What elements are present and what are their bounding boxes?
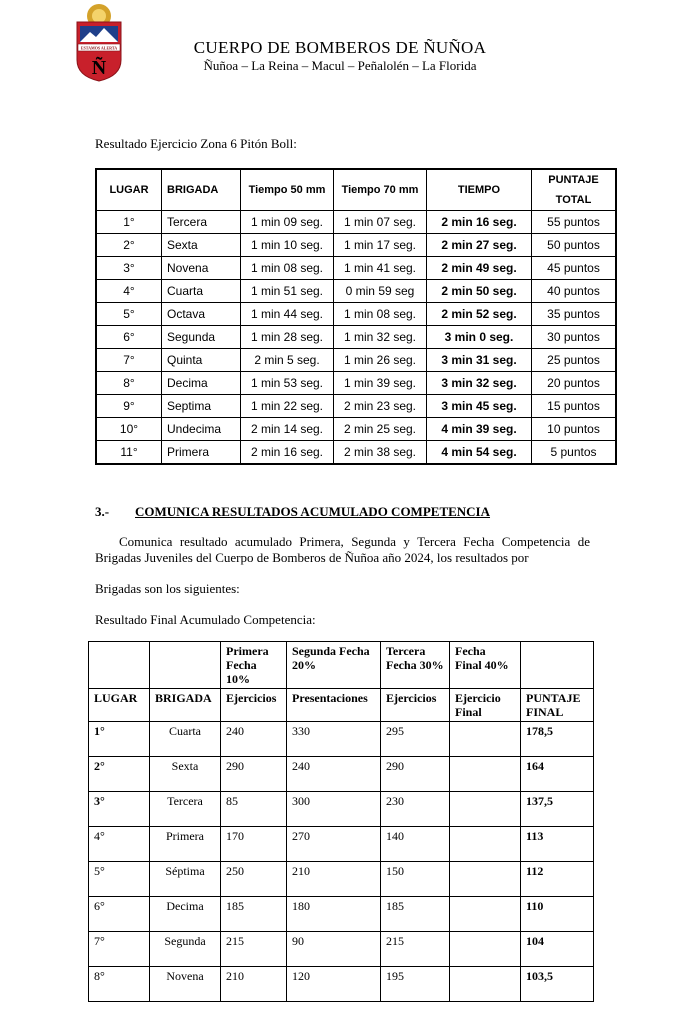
logo-motto: ESTAMOS ALERTA (80, 45, 118, 51)
cell-puntaje-final: 113 (521, 827, 594, 862)
cell-lugar: 3° (89, 792, 150, 827)
header-ejercicios: Ejercicios (381, 689, 450, 722)
cell-fecha2: 330 (287, 722, 381, 757)
cell-fecha2: 240 (287, 757, 381, 792)
cell-lugar: 1° (96, 211, 162, 234)
cell-puntaje-final: 137,5 (521, 792, 594, 827)
cell-tiempo: 3 min 45 seg. (427, 395, 532, 418)
cell-lugar: 11° (96, 441, 162, 465)
header-presentaciones: Presentaciones (287, 689, 381, 722)
col-tiempo-70: Tiempo 70 mm (334, 169, 427, 211)
cell-brigada: Tercera (150, 792, 221, 827)
cell-puntaje: 5 puntos (532, 441, 617, 465)
table-row (89, 967, 594, 1002)
col-tiempo: TIEMPO (427, 169, 532, 211)
cell-t50: 1 min 28 seg. (241, 326, 334, 349)
cell-puntaje: 55 puntos (532, 211, 617, 234)
cell-t70: 2 min 25 seg. (334, 418, 427, 441)
cell-brigada: Decima (150, 897, 221, 932)
cell-t50: 1 min 10 seg. (241, 234, 334, 257)
cell-fecha1: 85 (221, 792, 287, 827)
cell-brigada: Novena (150, 967, 221, 1002)
header-tercera-fecha: Tercera Fecha 30% (381, 642, 450, 689)
cell-fecha2: 210 (287, 862, 381, 897)
col-puntaje-total: PUNTAJE TOTAL (532, 169, 617, 211)
cell-fecha2: 270 (287, 827, 381, 862)
cell-brigada: Cuarta (162, 280, 241, 303)
table-row (96, 303, 616, 326)
section3-title: COMUNICA RESULTADOS ACUMULADO COMPETENCIA (135, 504, 491, 519)
table-row (96, 395, 616, 418)
cell-puntaje-final: 110 (521, 897, 594, 932)
header-cell (521, 642, 594, 689)
cell-tiempo: 3 min 32 seg. (427, 372, 532, 395)
cell-lugar: 2° (89, 757, 150, 792)
cell-brigada: Segunda (150, 932, 221, 967)
table-row (96, 326, 616, 349)
cell-fecha3: 140 (381, 827, 450, 862)
cell-final (450, 827, 521, 862)
cell-t50: 1 min 08 seg. (241, 257, 334, 280)
table-row (89, 757, 594, 792)
cell-tiempo: 3 min 0 seg. (427, 326, 532, 349)
cell-puntaje: 40 puntos (532, 280, 617, 303)
cell-lugar: 2° (96, 234, 162, 257)
col-tiempo-50: Tiempo 50 mm (241, 169, 334, 211)
header-cell (89, 642, 150, 689)
cell-final (450, 932, 521, 967)
table-row (96, 257, 616, 280)
cell-t70: 1 min 07 seg. (334, 211, 427, 234)
cell-puntaje-final: 112 (521, 862, 594, 897)
cell-brigada: Segunda (162, 326, 241, 349)
cell-puntaje: 25 puntos (532, 349, 617, 372)
cell-fecha2: 180 (287, 897, 381, 932)
cell-fecha1: 290 (221, 757, 287, 792)
table-row (96, 441, 616, 465)
cell-lugar: 5° (89, 862, 150, 897)
cell-fecha3: 185 (381, 897, 450, 932)
cell-lugar: 1° (89, 722, 150, 757)
table-row (89, 827, 594, 862)
org-title: CUERPO DE BOMBEROS DE ÑUÑOA (193, 38, 487, 57)
cell-fecha1: 250 (221, 862, 287, 897)
header-brigada: BRIGADA (150, 689, 221, 722)
cell-t50: 1 min 53 seg. (241, 372, 334, 395)
header-cell (150, 642, 221, 689)
bomberos-nunoa-crest-logo (74, 2, 124, 82)
cell-brigada: Octava (162, 303, 241, 326)
table-row (96, 234, 616, 257)
cell-fecha2: 120 (287, 967, 381, 1002)
cell-fecha1: 210 (221, 967, 287, 1002)
cell-brigada: Quinta (162, 349, 241, 372)
section3-paragraph: Comunica resultado acumulado Primera, Segunda y Tercera Fecha Competencia de Brigadas Juveniles del Cuerpo de Bomberos de Ñuñoa año 2024, los resultados por (95, 534, 590, 565)
section3-number: 3.- (95, 504, 110, 519)
cell-fecha2: 90 (287, 932, 381, 967)
cell-lugar: 6° (96, 326, 162, 349)
cell-puntaje-final: 104 (521, 932, 594, 967)
cell-brigada: Primera (150, 827, 221, 862)
cell-lugar: 7° (96, 349, 162, 372)
cell-lugar: 8° (96, 372, 162, 395)
cell-final (450, 792, 521, 827)
cell-fecha3: 195 (381, 967, 450, 1002)
table-row (96, 418, 616, 441)
final-results-heading: Resultado Final Acumulado Competencia: (95, 612, 316, 627)
cell-fecha1: 240 (221, 722, 287, 757)
section3-paragraph-continued: Brigadas son los siguientes: (95, 581, 240, 596)
table-row (89, 792, 594, 827)
table-header-row (89, 689, 594, 722)
cell-t70: 2 min 38 seg. (334, 441, 427, 465)
cell-tiempo: 2 min 50 seg. (427, 280, 532, 303)
cell-fecha1: 215 (221, 932, 287, 967)
header-lugar: LUGAR (89, 689, 150, 722)
cell-t50: 2 min 16 seg. (241, 441, 334, 465)
zona6-results-table (95, 168, 617, 465)
cell-tiempo: 2 min 16 seg. (427, 211, 532, 234)
final-accumulated-table (88, 641, 594, 1002)
table-row (89, 932, 594, 967)
cell-brigada: Primera (162, 441, 241, 465)
cell-t70: 0 min 59 seg (334, 280, 427, 303)
table-row (89, 862, 594, 897)
cell-fecha3: 215 (381, 932, 450, 967)
cell-t50: 1 min 51 seg. (241, 280, 334, 303)
cell-t50: 2 min 5 seg. (241, 349, 334, 372)
cell-brigada: Sexta (150, 757, 221, 792)
cell-t50: 1 min 22 seg. (241, 395, 334, 418)
cell-puntaje: 15 puntos (532, 395, 617, 418)
cell-tiempo: 2 min 49 seg. (427, 257, 532, 280)
cell-lugar: 3° (96, 257, 162, 280)
cell-lugar: 6° (89, 897, 150, 932)
cell-lugar: 8° (89, 967, 150, 1002)
cell-tiempo: 2 min 52 seg. (427, 303, 532, 326)
cell-puntaje-final: 164 (521, 757, 594, 792)
cell-brigada: Sexta (162, 234, 241, 257)
cell-fecha3: 230 (381, 792, 450, 827)
table-header-row (89, 642, 594, 689)
cell-brigada: Séptima (150, 862, 221, 897)
cell-lugar: 4° (89, 827, 150, 862)
header-ejercicios: Ejercicios (221, 689, 287, 722)
cell-puntaje-final: 178,5 (521, 722, 594, 757)
table-row (96, 349, 616, 372)
cell-fecha3: 290 (381, 757, 450, 792)
cell-brigada: Decima (162, 372, 241, 395)
cell-lugar: 9° (96, 395, 162, 418)
header-segunda-fecha: Segunda Fecha 20% (287, 642, 381, 689)
cell-t70: 1 min 08 seg. (334, 303, 427, 326)
cell-t70: 1 min 41 seg. (334, 257, 427, 280)
cell-puntaje: 50 puntos (532, 234, 617, 257)
cell-final (450, 757, 521, 792)
table-header-row (96, 169, 616, 211)
cell-tiempo: 3 min 31 seg. (427, 349, 532, 372)
table-row (96, 211, 616, 234)
cell-puntaje: 30 puntos (532, 326, 617, 349)
header-ejercicio-final: Ejercicio Final (450, 689, 521, 722)
org-subtitle: Ñuñoa – La Reina – Macul – Peñalolén – La Florida (203, 58, 477, 73)
header-primera-fecha: Primera Fecha 10% (221, 642, 287, 689)
cell-tiempo: 4 min 39 seg. (427, 418, 532, 441)
table-row (89, 897, 594, 932)
cell-tiempo: 2 min 27 seg. (427, 234, 532, 257)
section1-heading: Resultado Ejercicio Zona 6 Pitón Boll: (95, 136, 297, 151)
cell-t70: 1 min 32 seg. (334, 326, 427, 349)
table-row (96, 372, 616, 395)
cell-puntaje: 20 puntos (532, 372, 617, 395)
cell-brigada: Cuarta (150, 722, 221, 757)
cell-brigada: Undecima (162, 418, 241, 441)
cell-fecha3: 150 (381, 862, 450, 897)
cell-puntaje: 10 puntos (532, 418, 617, 441)
cell-final (450, 862, 521, 897)
cell-t70: 1 min 26 seg. (334, 349, 427, 372)
cell-t50: 1 min 09 seg. (241, 211, 334, 234)
cell-brigada: Tercera (162, 211, 241, 234)
cell-lugar: 10° (96, 418, 162, 441)
cell-puntaje: 45 puntos (532, 257, 617, 280)
col-lugar: LUGAR (96, 169, 162, 211)
header-fecha-final: Fecha Final 40% (450, 642, 521, 689)
cell-t70: 2 min 23 seg. (334, 395, 427, 418)
cell-fecha2: 300 (287, 792, 381, 827)
cell-t50: 1 min 44 seg. (241, 303, 334, 326)
cell-fecha1: 185 (221, 897, 287, 932)
cell-t70: 1 min 39 seg. (334, 372, 427, 395)
cell-brigada: Novena (162, 257, 241, 280)
table-row (89, 722, 594, 757)
cell-t50: 2 min 14 seg. (241, 418, 334, 441)
cell-lugar: 4° (96, 280, 162, 303)
logo-letter: Ñ (91, 57, 107, 79)
table-row (96, 280, 616, 303)
cell-t70: 1 min 17 seg. (334, 234, 427, 257)
cell-fecha1: 170 (221, 827, 287, 862)
cell-final (450, 722, 521, 757)
cell-final (450, 967, 521, 1002)
cell-lugar: 5° (96, 303, 162, 326)
cell-puntaje: 35 puntos (532, 303, 617, 326)
cell-lugar: 7° (89, 932, 150, 967)
cell-fecha3: 295 (381, 722, 450, 757)
cell-tiempo: 4 min 54 seg. (427, 441, 532, 465)
cell-final (450, 897, 521, 932)
cell-brigada: Septima (162, 395, 241, 418)
cell-puntaje-final: 103,5 (521, 967, 594, 1002)
col-brigada: BRIGADA (162, 169, 241, 211)
header-puntaje-final: PUNTAJE FINAL (521, 689, 594, 722)
